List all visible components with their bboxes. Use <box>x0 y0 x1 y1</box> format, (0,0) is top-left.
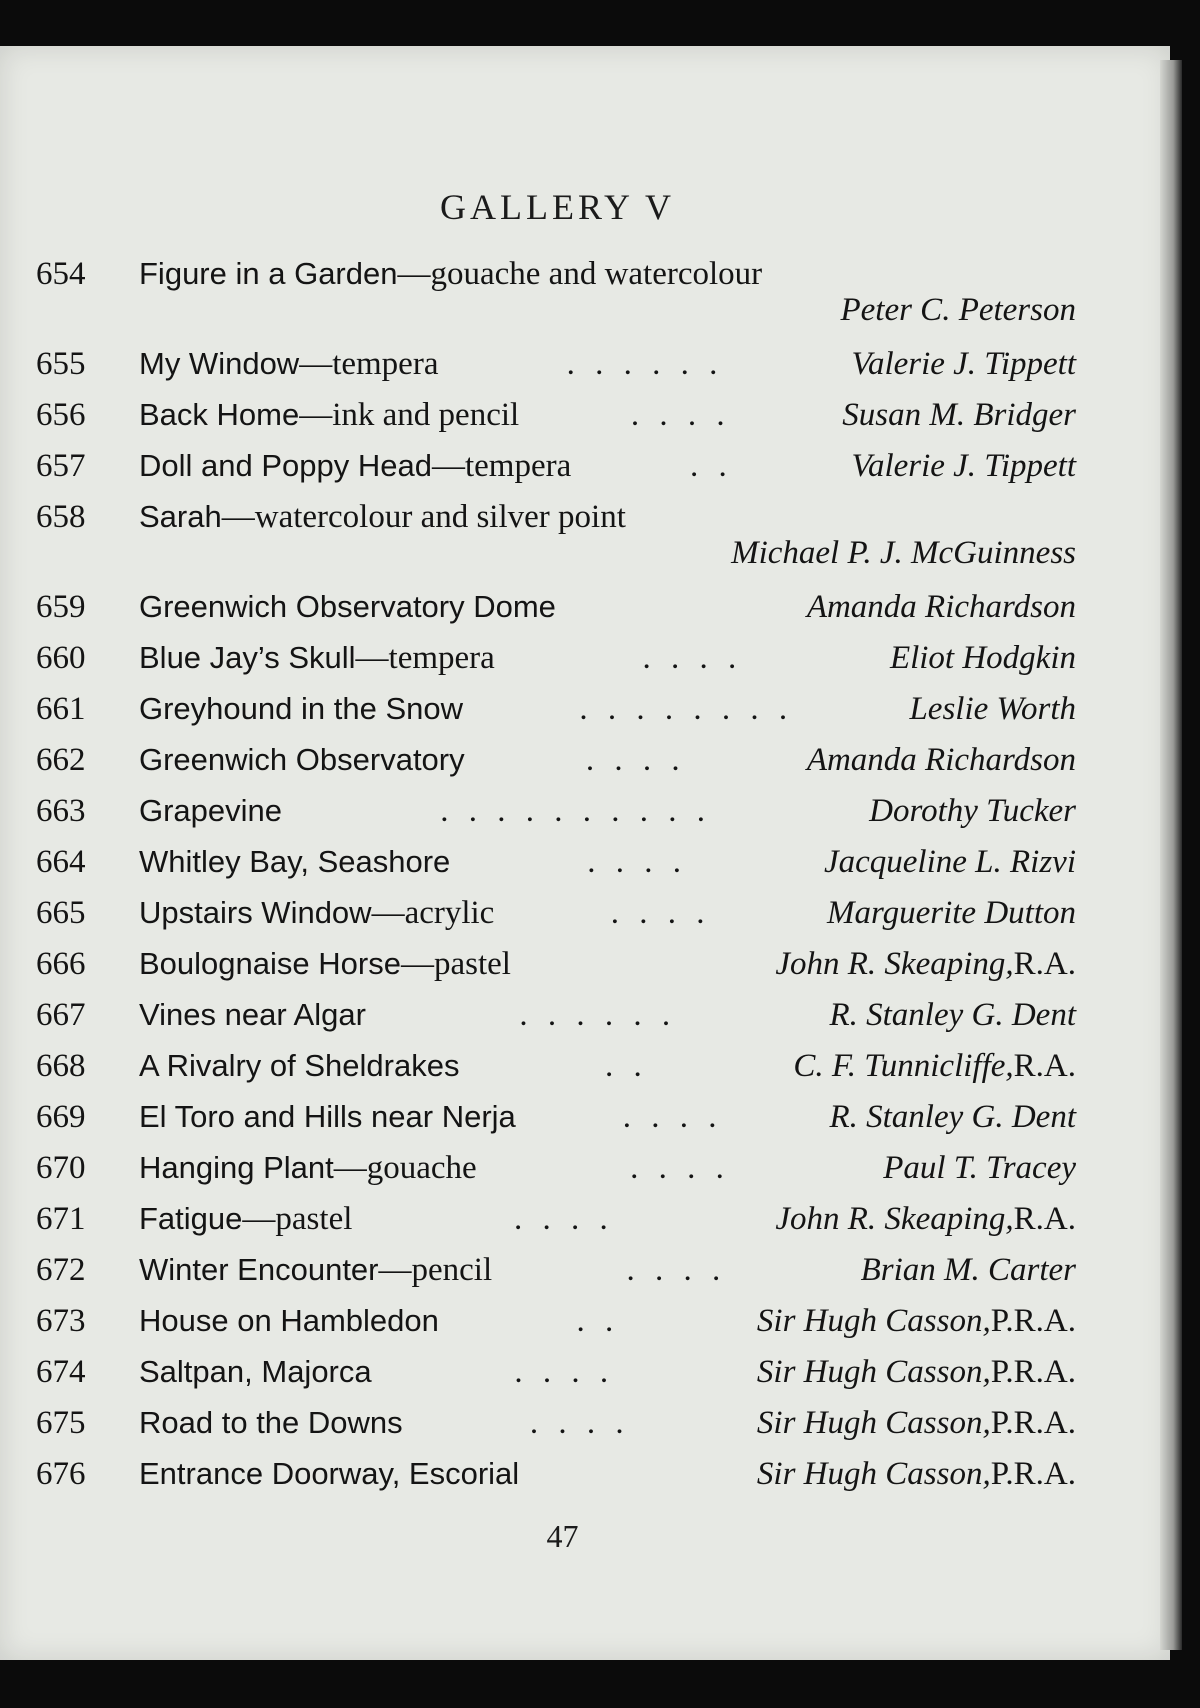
entry-title: Fatigue <box>139 1201 243 1236</box>
entry-title: Boulognaise Horse <box>139 946 401 981</box>
dot-leader: . . . . . . . . . . <box>440 793 711 829</box>
entry-artist: C. F. Tunnicliffe, <box>793 1048 1014 1084</box>
entry-title: El Toro and Hills near Nerja <box>139 1099 516 1134</box>
entry-number: 673 <box>36 1303 86 1339</box>
entry-title: Winter Encounter <box>139 1252 379 1287</box>
entry-medium: —pastel <box>400 946 511 982</box>
entry-artist: Valerie J. Tippett <box>851 346 1076 382</box>
entry-honour: P.R.A. <box>990 1354 1076 1390</box>
entry-title: Whitley Bay, Seashore <box>139 844 451 879</box>
entry-medium: —watercolour and silver point <box>221 499 626 535</box>
catalogue-entry <box>36 1354 1076 1405</box>
entry-title: Vines near Algar <box>139 997 366 1032</box>
entry-artist: Michael P. J. McGuinness <box>731 535 1076 571</box>
entry-artist: Valerie J. Tippett <box>851 448 1076 484</box>
dot-leader: . . <box>605 1048 648 1084</box>
entry-number: 656 <box>36 397 86 433</box>
entry-title: Blue Jay’s Skull <box>139 640 356 675</box>
entry-title: Road to the Downs <box>139 1405 403 1440</box>
entry-honour: R.A. <box>1013 1201 1076 1237</box>
entry-number: 672 <box>36 1252 86 1288</box>
dot-leader: . . . . . . <box>519 997 677 1033</box>
entry-artist: Amanda Richardson <box>806 742 1076 778</box>
catalogue-entry <box>36 1099 1076 1150</box>
entry-number: 674 <box>36 1354 86 1390</box>
catalogue-entry <box>36 1252 1076 1303</box>
catalogue-entry <box>36 742 1076 793</box>
entry-number: 661 <box>36 691 86 727</box>
entry-number: 669 <box>36 1099 86 1135</box>
entry-number: 655 <box>36 346 86 382</box>
dot-leader: . . . . . . <box>566 346 724 382</box>
catalogue-entry <box>36 1201 1076 1252</box>
page-number: 47 <box>546 1518 579 1554</box>
entry-honour: R.A. <box>1013 946 1076 982</box>
dot-leader: . . . . <box>630 397 731 433</box>
entry-number: 667 <box>36 997 86 1033</box>
catalogue-entry <box>36 256 1076 346</box>
entry-title: Saltpan, Majorca <box>139 1354 372 1389</box>
entry-number: 665 <box>36 895 86 931</box>
entry-number: 671 <box>36 1201 86 1237</box>
entry-artist: Brian M. Carter <box>860 1252 1076 1288</box>
entry-medium: —tempera <box>299 346 439 382</box>
entry-artist: Sir Hugh Casson, <box>756 1354 991 1390</box>
entry-artist: Sir Hugh Casson, <box>756 1303 991 1339</box>
entry-title: Figure in a Garden <box>139 256 398 291</box>
catalogue-entry <box>36 1048 1076 1099</box>
entry-artist: Sir Hugh Casson, <box>756 1405 991 1441</box>
catalogue-entry <box>36 448 1076 499</box>
entry-artist: Leslie Worth <box>909 691 1076 727</box>
catalogue-entry <box>36 346 1076 397</box>
entry-title: Back Home <box>139 397 300 432</box>
entry-artist: Paul T. Tracey <box>883 1150 1076 1186</box>
entry-number: 662 <box>36 742 86 778</box>
catalogue-entry <box>36 1303 1076 1354</box>
dot-leader: . . . . . . . . <box>579 691 794 727</box>
catalogue-entry <box>36 946 1076 997</box>
entry-number: 658 <box>36 499 86 535</box>
page-edge <box>1160 60 1182 1650</box>
catalogue-entry <box>36 499 1076 589</box>
entry-artist: R. Stanley G. Dent <box>829 997 1076 1033</box>
entry-number: 663 <box>36 793 86 829</box>
entry-title: Greyhound in the Snow <box>139 691 463 726</box>
dot-leader: . . . . <box>630 1150 730 1186</box>
entry-artist: Dorothy Tucker <box>869 793 1076 829</box>
entry-medium: —gouache <box>333 1150 477 1186</box>
entry-title: Greenwich Observatory Dome <box>139 589 556 624</box>
entry-artist: John R. Skeaping, <box>775 1201 1014 1237</box>
entry-artist: Marguerite Dutton <box>827 895 1076 931</box>
entry-title: Upstairs Window <box>139 895 372 930</box>
entry-title: My Window <box>139 346 300 381</box>
catalogue-entry <box>36 844 1076 895</box>
entry-number: 660 <box>36 640 86 676</box>
catalogue-entry <box>36 640 1076 691</box>
dot-leader: . . . . <box>587 844 688 880</box>
entry-honour: P.R.A. <box>990 1405 1076 1441</box>
entry-number: 668 <box>36 1048 86 1084</box>
entry-medium: —tempera <box>355 640 495 676</box>
entry-title: Sarah <box>139 499 222 534</box>
entry-honour: R.A. <box>1013 1048 1076 1084</box>
catalogue-list <box>36 256 1076 1507</box>
entry-number: 675 <box>36 1405 86 1441</box>
entry-artist: Jacqueline L. Rizvi <box>823 844 1076 880</box>
entry-artist: Amanda Richardson <box>806 589 1076 625</box>
entry-title: Hanging Plant <box>139 1150 334 1185</box>
catalogue-entry <box>36 793 1076 844</box>
entry-title: House on Hambledon <box>139 1303 439 1338</box>
entry-title: Grapevine <box>139 793 283 828</box>
entry-medium: —acrylic <box>371 895 495 931</box>
entry-artist: R. Stanley G. Dent <box>829 1099 1076 1135</box>
dot-leader: . . . . <box>529 1405 630 1441</box>
dot-leader: . . . . <box>642 640 743 676</box>
dot-leader: . . <box>689 448 733 484</box>
entry-number: 664 <box>36 844 86 880</box>
catalogue-entry <box>36 397 1076 448</box>
catalogue-entry <box>36 997 1076 1048</box>
catalogue-page <box>0 46 1170 1660</box>
dot-leader: . . . . <box>622 1099 723 1135</box>
entry-number: 657 <box>36 448 86 484</box>
catalogue-entry <box>36 691 1076 742</box>
entry-title: Entrance Doorway, Escorial <box>139 1456 520 1491</box>
gallery-heading: GALLERY V <box>439 187 675 227</box>
catalogue-entry <box>36 1405 1076 1456</box>
entry-title: Greenwich Observatory <box>139 742 465 777</box>
dot-leader: . . . . <box>514 1354 615 1390</box>
dot-leader: . . . . <box>514 1201 614 1237</box>
entry-number: 676 <box>36 1456 86 1492</box>
dot-leader: . . <box>576 1303 620 1339</box>
dot-leader: . . . . <box>626 1252 727 1288</box>
catalogue-entry <box>36 589 1076 640</box>
entry-artist: Eliot Hodgkin <box>889 640 1076 676</box>
entry-number: 666 <box>36 946 86 982</box>
entry-title: A Rivalry of Sheldrakes <box>139 1048 460 1083</box>
entry-number: 659 <box>36 589 86 625</box>
dot-leader: . . . . <box>585 742 686 778</box>
dot-leader: . . . . <box>610 895 711 931</box>
entry-artist: Sir Hugh Casson, <box>756 1456 991 1492</box>
catalogue-entry <box>36 895 1076 946</box>
entry-honour: P.R.A. <box>990 1456 1076 1492</box>
entry-medium: —ink and pencil <box>299 397 520 433</box>
entry-artist: John R. Skeaping, <box>775 946 1014 982</box>
entry-medium: —tempera <box>431 448 572 484</box>
entry-medium: —gouache and watercolour <box>397 256 763 292</box>
entry-honour: P.R.A. <box>990 1303 1076 1339</box>
catalogue-entry <box>36 1456 1076 1507</box>
entry-artist: Susan M. Bridger <box>842 397 1076 433</box>
catalogue-entry <box>36 1150 1076 1201</box>
entry-number: 670 <box>36 1150 86 1186</box>
entry-artist: Peter C. Peterson <box>840 292 1076 328</box>
entry-medium: —pastel <box>242 1201 353 1237</box>
entry-title: Doll and Poppy Head <box>139 448 432 483</box>
entry-number: 654 <box>36 256 86 292</box>
entry-medium: —pencil <box>378 1252 493 1288</box>
